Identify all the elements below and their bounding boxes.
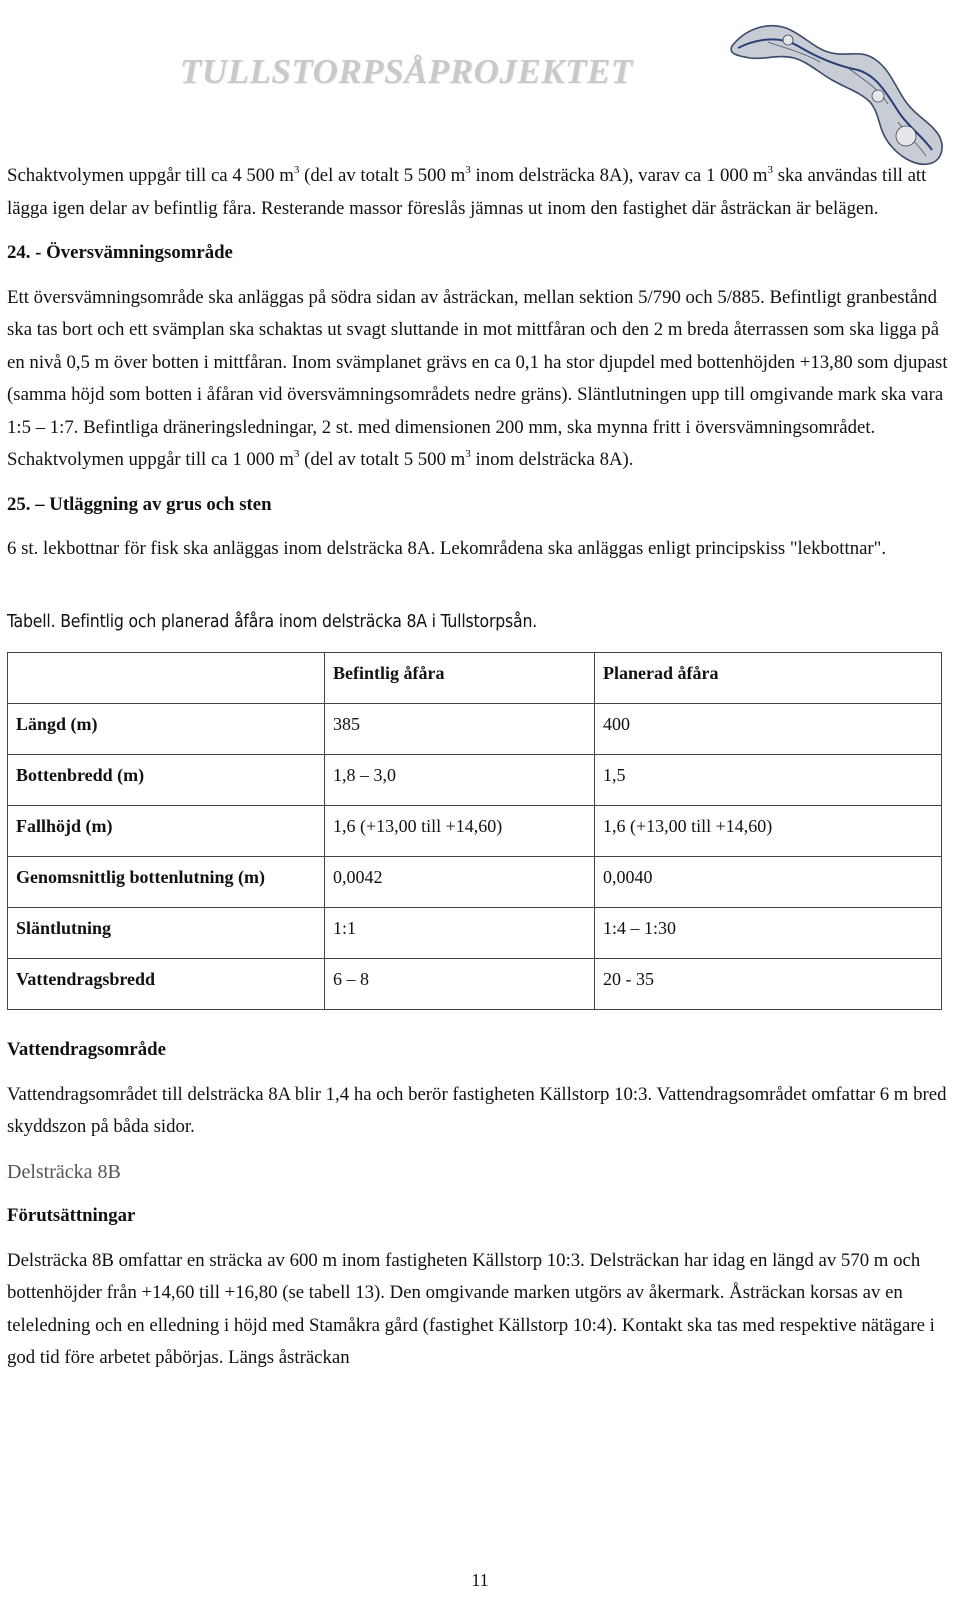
- table-cell: 1:1: [325, 908, 595, 959]
- table-caption: Tabell. Befintlig och planerad åfåra inom delsträcka 8A i Tullstorpsån.: [7, 611, 538, 632]
- table-row: [8, 857, 942, 908]
- table-header-cell: Befintlig åfåra: [325, 653, 595, 704]
- table-row: [8, 908, 942, 959]
- table-header-cell: Planerad åfåra: [595, 653, 942, 704]
- table-row: [8, 704, 942, 755]
- table-cell: 1,6 (+13,00 till +14,60): [595, 806, 942, 857]
- river-map-icon: [728, 18, 950, 168]
- table-cell: 400: [595, 704, 942, 755]
- table-header-row: [8, 653, 942, 704]
- table-cell: 0,0042: [325, 857, 595, 908]
- table-row: [8, 755, 942, 806]
- delstracka-8b-text: Delsträcka 8B omfattar en sträcka av 600 m inom fastigheten Källstorp 10:3. Delsträckan har idag en längd av 570 m och bottenhöjder från +14,60 till +16,80 (se tabell 13). Den omgivande marken utgörs av åkermark. Åsträckan korsas av en teleledning och en elledning i höjd med Stamåkra gård (fastighet Källstorp 10:4). Kontakt ska tas med respektive nätägare i god tid före arbetet påbörjas. Längs åsträckan: [7, 1249, 935, 1368]
- section-25-heading: 25. – Utläggning av grus och sten: [7, 493, 272, 515]
- vattendrag-heading: Vattendragsområde: [7, 1039, 166, 1060]
- comparison-table: [7, 652, 942, 1010]
- table-cell: 6 – 8: [325, 959, 595, 1010]
- table-row: [8, 959, 942, 1010]
- section-24-heading: 24. - Översvämningsområde: [7, 242, 233, 263]
- table-row-label: Genomsnittlig bottenlutning (m): [8, 857, 325, 908]
- table-cell: 20 - 35: [595, 959, 942, 1010]
- table-row-label: Längd (m): [8, 704, 325, 755]
- section-25-text: 6 st. lekbottnar för fisk ska anläggas inom delsträcka 8A. Lekområdena ska anläggas enligt principskiss "lekbottnar".: [7, 538, 887, 559]
- paragraph-schaktvolym: Schaktvolymen uppgår till ca 4 500 $m^3$ (del av totalt 5 500 $m^3$ inom delsträcka 8A), varav ca 1 000 $m^3$ ska användas till att lägga igen delar av befintlig fåra. Resterande massor föreslås jämnas ut inom den fastighet där åsträckan är belägen.: [7, 164, 927, 219]
- table-cell: 1,6 (+13,00 till +14,60): [325, 806, 595, 857]
- section-24-text: Ett översvämningsområde ska anläggas på södra sidan av åsträckan, mellan sektion 5/790 och 5/885. Befintligt granbestånd ska tas bort och ett svämplan ska schaktas ut svagt sluttande in mot mittfåran och den 2 m breda återrassen som ska ligga på en nivå 0,5 m över botten i mittfåran. Inom svämplanet grävs en ca 0,1 ha stor djupdel med bottenhöjden +13,80 som djupast (samma höjd som botten i åfåran vid översvämningsområdets nedre gräns). Släntlutningen upp till omgivande mark ska vara 1:5 – 1:7. Befintliga dräneringsledningar, 2 st. med dimensionen 200 mm, ska mynna fritt i översvämningsområdet. Schaktvolymen uppgår till ca 1 000 $m^3$ (del av totalt 5 500 $m^3$ inom delsträcka 8A).: [7, 286, 948, 470]
- document-body: [7, 160, 952, 1375]
- forutsattningar-heading: Förutsättningar: [7, 1205, 136, 1226]
- table-row-label: Släntlutning: [8, 908, 325, 959]
- header-title: TULLSTORPSÅPROJEKTET: [180, 52, 633, 91]
- table-cell: 1,5: [595, 755, 942, 806]
- table-row-label: Bottenbredd (m): [8, 755, 325, 806]
- table-cell: 1,8 – 3,0: [325, 755, 595, 806]
- table-cell: 385: [325, 704, 595, 755]
- table-row-label: Fallhöjd (m): [8, 806, 325, 857]
- table-row: [8, 806, 942, 857]
- table-cell: 1:4 – 1:30: [595, 908, 942, 959]
- vattendrag-text: Vattendragsområdet till delsträcka 8A blir 1,4 ha och berör fastigheten Källstorp 10:3. Vattendragsområdet omfattar 6 m bred skyddszon på båda sidor.: [7, 1083, 947, 1137]
- table-row-label: Vattendragsbredd: [8, 959, 325, 1010]
- delstracka-8b-heading: Delsträcka 8B: [7, 1160, 121, 1183]
- table-header-cell: [8, 653, 325, 704]
- page-number: 11: [471, 1570, 489, 1590]
- table-cell: 0,0040: [595, 857, 942, 908]
